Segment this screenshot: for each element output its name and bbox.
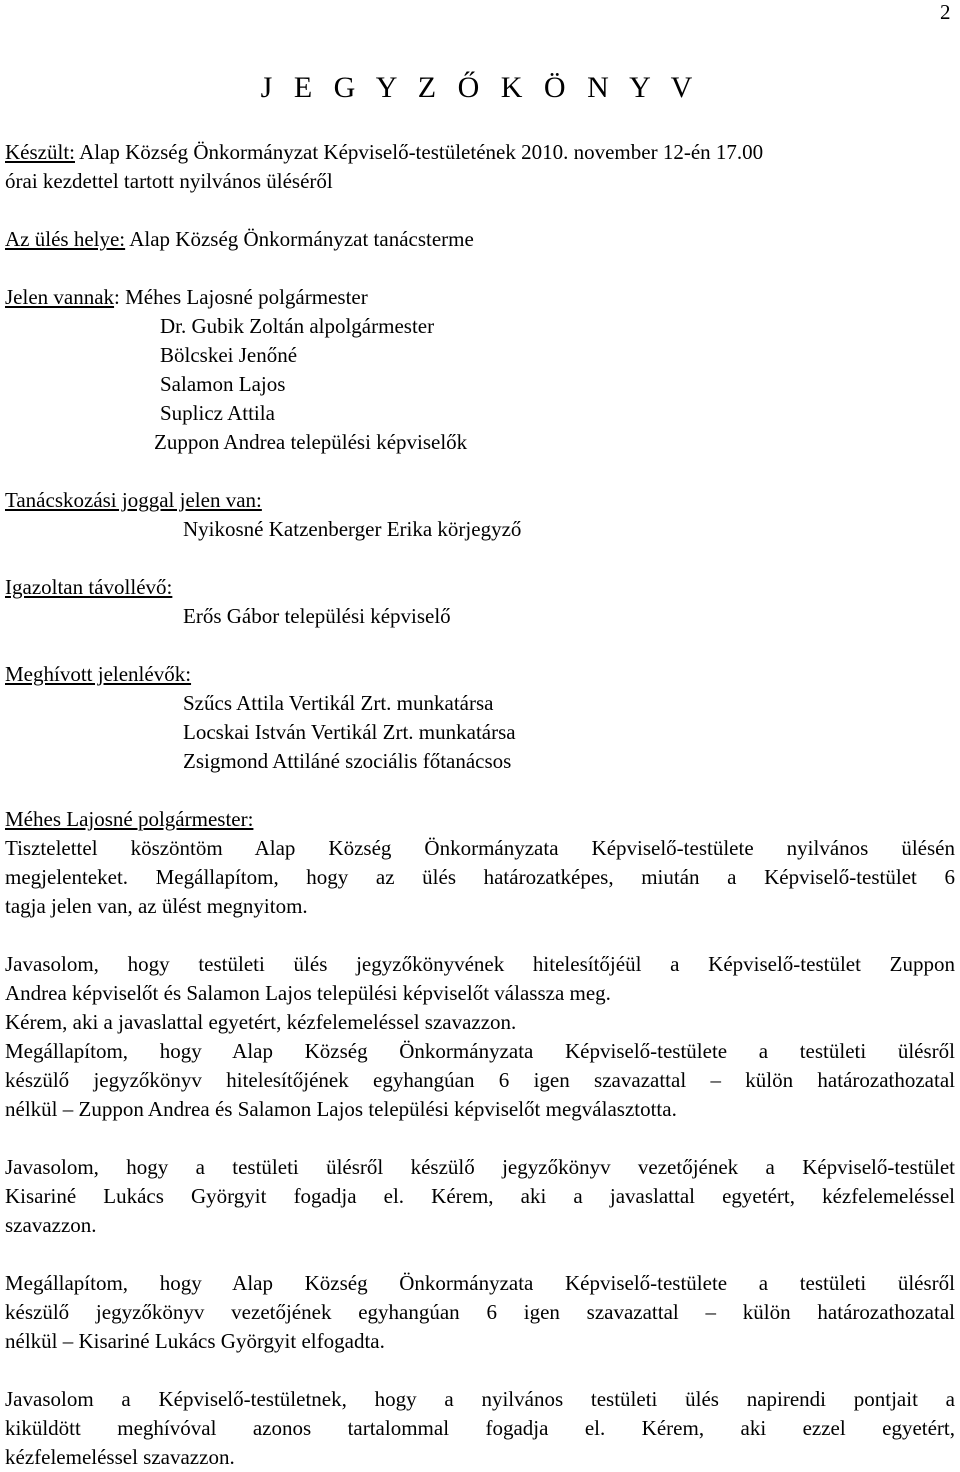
- tavollevo-label: Igazoltan távollévő:: [5, 575, 173, 599]
- paragraph-line: nélkül – Kisariné Lukács Györgyit elfogadta.: [5, 1329, 385, 1353]
- helye-value: Alap Község Önkormányzat tanácsterme: [125, 227, 474, 251]
- tanacskozasi-value: Nyikosné Katzenberger Erika körjegyző: [183, 517, 522, 541]
- speaker-label: Méhes Lajosné polgármester:: [5, 807, 254, 831]
- paragraph-line: szavazzon.: [5, 1213, 97, 1237]
- tavollevo-value: Erős Gábor települési képviselő: [183, 604, 451, 628]
- meghivott-item: Szűcs Attila Vertikál Zrt. munkatársa: [183, 691, 494, 715]
- document-body: [5, 138, 955, 1472]
- meghivott-item: Zsigmond Attiláné szociális főtanácsos: [183, 749, 512, 773]
- keszult-line-2: órai kezdettel tartott nyilvános üléséről: [5, 169, 333, 193]
- paragraph-line: készülő jegyzőkönyv hitelesítőjének egyhangúan 6 igen szavazattal – külön határozathozatal: [5, 1068, 955, 1092]
- paragraph-line: nélkül – Zuppon Andrea és Salamon Lajos települési képviselőt megválasztotta.: [5, 1097, 677, 1121]
- jelen-first: : Méhes Lajosné polgármester: [114, 285, 368, 309]
- jelen-member: Salamon Lajos: [160, 372, 286, 396]
- meghivott-label-line: [5, 660, 955, 689]
- paragraph-line: Megállapítom, hogy Alap Község Önkormányzata Képviselő-testülete a testületi ülésről: [5, 1271, 955, 1295]
- jelen-line: [5, 283, 955, 312]
- paragraph-line: Megállapítom, hogy Alap Község Önkormányzata Képviselő-testülete a testületi ülésről: [5, 1039, 955, 1063]
- document-title: J E G Y Z Ő K Ö N Y V: [260, 71, 700, 104]
- tanacskozasi-label-line: [5, 486, 955, 515]
- meghivott-item: Locskai István Vertikál Zrt. munkatársa: [183, 720, 516, 744]
- jelen-member: Zuppon Andrea települési képviselők: [154, 430, 468, 454]
- speaker-line: [5, 805, 955, 834]
- keszult-line: [5, 138, 955, 167]
- jelen-member: Suplicz Attila: [160, 401, 275, 425]
- jelen-member: Bölcskei Jenőné: [160, 343, 298, 367]
- page-number: 2: [940, 0, 951, 24]
- paragraph-line: megjelenteket. Megállapítom, hogy az ülés határozatképes, miután a Képviselő-testület 6: [5, 865, 955, 889]
- keszult-value: Alap Község Önkormányzat Képviselő-testületének 2010. november 12-én 17.00: [74, 140, 764, 164]
- paragraph-line: Kisariné Lukács Györgyit fogadja el. Kérem, aki a javaslattal egyetért, kézfelemeléssel: [5, 1184, 955, 1208]
- tanacskozasi-label: Tanácskozási joggal jelen van:: [5, 488, 262, 512]
- helye-label: Az ülés helye:: [5, 227, 126, 251]
- paragraph-line: Javasolom a Képviselő-testületnek, hogy a nyilvános testületi ülés napirendi pontjait a: [5, 1387, 955, 1411]
- tavollevo-label-line: [5, 573, 955, 602]
- paragraph-line: kézfelemeléssel szavazzon.: [5, 1445, 235, 1469]
- paragraph-line: Tisztelettel köszöntöm Alap Község Önkormányzata Képviselő-testülete nyilvános ülésén: [5, 836, 955, 860]
- paragraph-line: Kérem, aki a javaslattal egyetért, kézfelemeléssel szavazzon.: [5, 1010, 517, 1034]
- helye-line: [5, 225, 955, 254]
- paragraph-line: készülő jegyzőkönyv vezetőjének egyhangúan 6 igen szavazattal – külön határozathozatal: [5, 1300, 955, 1324]
- keszult-label: Készült:: [5, 140, 75, 164]
- meghivott-label: Meghívott jelenlévők:: [5, 662, 192, 686]
- paragraph-line: Javasolom, hogy testületi ülés jegyzőkönyvének hitelesítőjéül a Képviselő-testület Zuppon: [5, 952, 955, 976]
- jelen-label: Jelen vannak: [5, 285, 115, 309]
- paragraph-line: kiküldött meghívóval azonos tartalommal fogadja el. Kérem, aki ezzel egyetért,: [5, 1416, 955, 1440]
- paragraph-line: Javasolom, hogy a testületi ülésről készülő jegyzőkönyv vezetőjének a Képviselő-testület: [5, 1155, 955, 1179]
- paragraph-line: tagja jelen van, az ülést megnyitom.: [5, 894, 308, 918]
- paragraph-line: Andrea képviselőt és Salamon Lajos települési képviselőt válassza meg.: [5, 981, 611, 1005]
- jelen-member: Dr. Gubik Zoltán alpolgármester: [160, 314, 435, 338]
